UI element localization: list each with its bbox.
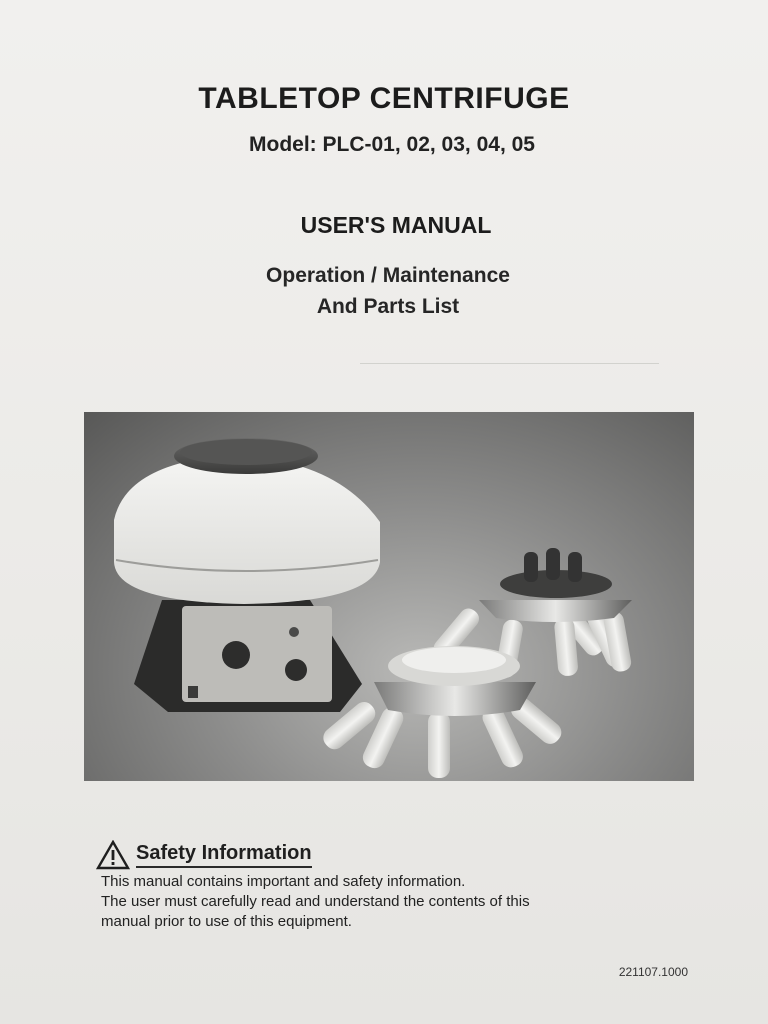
subtitle-line-1: Operation / Maintenance xyxy=(266,264,510,287)
timer-knob xyxy=(222,641,250,669)
show-through-decoration: ――――――――――――――――――――――― xyxy=(360,355,659,370)
document-number: 221107.1000 xyxy=(618,965,688,979)
product-photo xyxy=(84,412,694,781)
speed-knob xyxy=(285,659,307,681)
safety-title: Safety Information xyxy=(136,842,312,868)
control-panel xyxy=(182,606,332,702)
warning-triangle-icon xyxy=(96,840,130,870)
safety-text xyxy=(101,872,661,932)
safety-line-2: The user must carefully read and understand the contents of this xyxy=(101,893,530,910)
safety-heading xyxy=(96,840,312,870)
manual-title: USER'S MANUAL xyxy=(300,212,492,238)
safety-line-3: manual prior to use of this equipment. xyxy=(101,913,352,930)
document-title: TABLETOP CENTRIFUGE xyxy=(198,82,570,115)
centrifuge-hood xyxy=(114,460,380,604)
centrifuge-illustration xyxy=(84,412,694,781)
safety-line-1: This manual contains important and safety information. xyxy=(101,873,466,890)
rotor-front xyxy=(319,646,565,778)
subtitle-block xyxy=(0,260,768,322)
subtitle-line-2: And Parts List xyxy=(316,295,460,318)
model-line: Model: PLC-01, 02, 03, 04, 05 xyxy=(249,133,535,156)
maker-label xyxy=(188,686,198,698)
indicator-light xyxy=(289,627,299,637)
